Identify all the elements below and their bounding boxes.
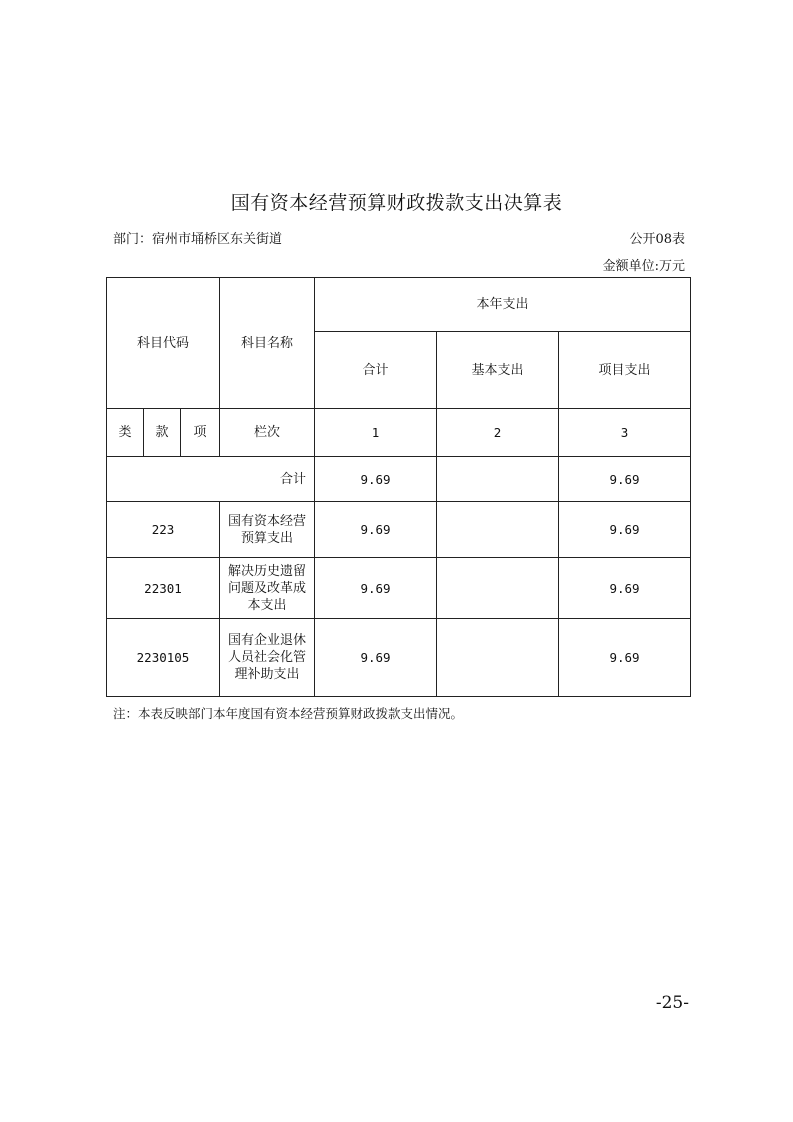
- header-col1: 1: [315, 409, 437, 457]
- department-label: 部门：宿州市埇桥区东关街道: [113, 232, 283, 247]
- total-basic: [437, 457, 559, 502]
- table-row: [107, 558, 691, 619]
- row-project: 9.69: [559, 502, 691, 558]
- page-title: 国有资本经营预算财政拨款支出决算表: [230, 192, 563, 214]
- header-lei: 类: [107, 409, 144, 457]
- header-xiang: 项: [181, 409, 220, 457]
- page-number: -25-: [655, 993, 689, 1013]
- row-total: 9.69: [315, 619, 437, 697]
- table-row: [107, 619, 691, 697]
- header-subject-name: 科目名称: [220, 278, 315, 409]
- header-subject-code: 科目代码: [107, 278, 220, 409]
- total-label: 合计: [107, 457, 315, 502]
- table-row-total: [107, 457, 691, 502]
- header-project: 项目支出: [559, 332, 691, 409]
- header-kuan: 款: [144, 409, 181, 457]
- header-column-no: 栏次: [220, 409, 315, 457]
- row-project: 9.69: [559, 558, 691, 619]
- row-project: 9.69: [559, 619, 691, 697]
- row-name: 解决历史遗留问题及改革成本支出: [220, 558, 315, 619]
- row-total: 9.69: [315, 502, 437, 558]
- row-code: 223: [107, 502, 220, 558]
- form-number: 公开08表: [629, 232, 685, 247]
- row-basic: [437, 558, 559, 619]
- row-name: 国有企业退休人员社会化管理补助支出: [220, 619, 315, 697]
- amount-unit: 金额单位:万元: [602, 259, 685, 274]
- header-basic: 基本支出: [437, 332, 559, 409]
- total-amount: 9.69: [315, 457, 437, 502]
- row-basic: [437, 619, 559, 697]
- row-name: 国有资本经营预算支出: [220, 502, 315, 558]
- row-total: 9.69: [315, 558, 437, 619]
- header-current-year: 本年支出: [315, 278, 691, 332]
- header-col2: 2: [437, 409, 559, 457]
- total-project: 9.69: [559, 457, 691, 502]
- table-row: [107, 502, 691, 558]
- row-basic: [437, 502, 559, 558]
- table-note: 注：本表反映部门本年度国有资本经营预算财政拨款支出情况。: [113, 706, 464, 721]
- header-col3: 3: [559, 409, 691, 457]
- header-total: 合计: [315, 332, 437, 409]
- expenditure-table: [106, 277, 691, 697]
- row-code: 2230105: [107, 619, 220, 697]
- row-code: 22301: [107, 558, 220, 619]
